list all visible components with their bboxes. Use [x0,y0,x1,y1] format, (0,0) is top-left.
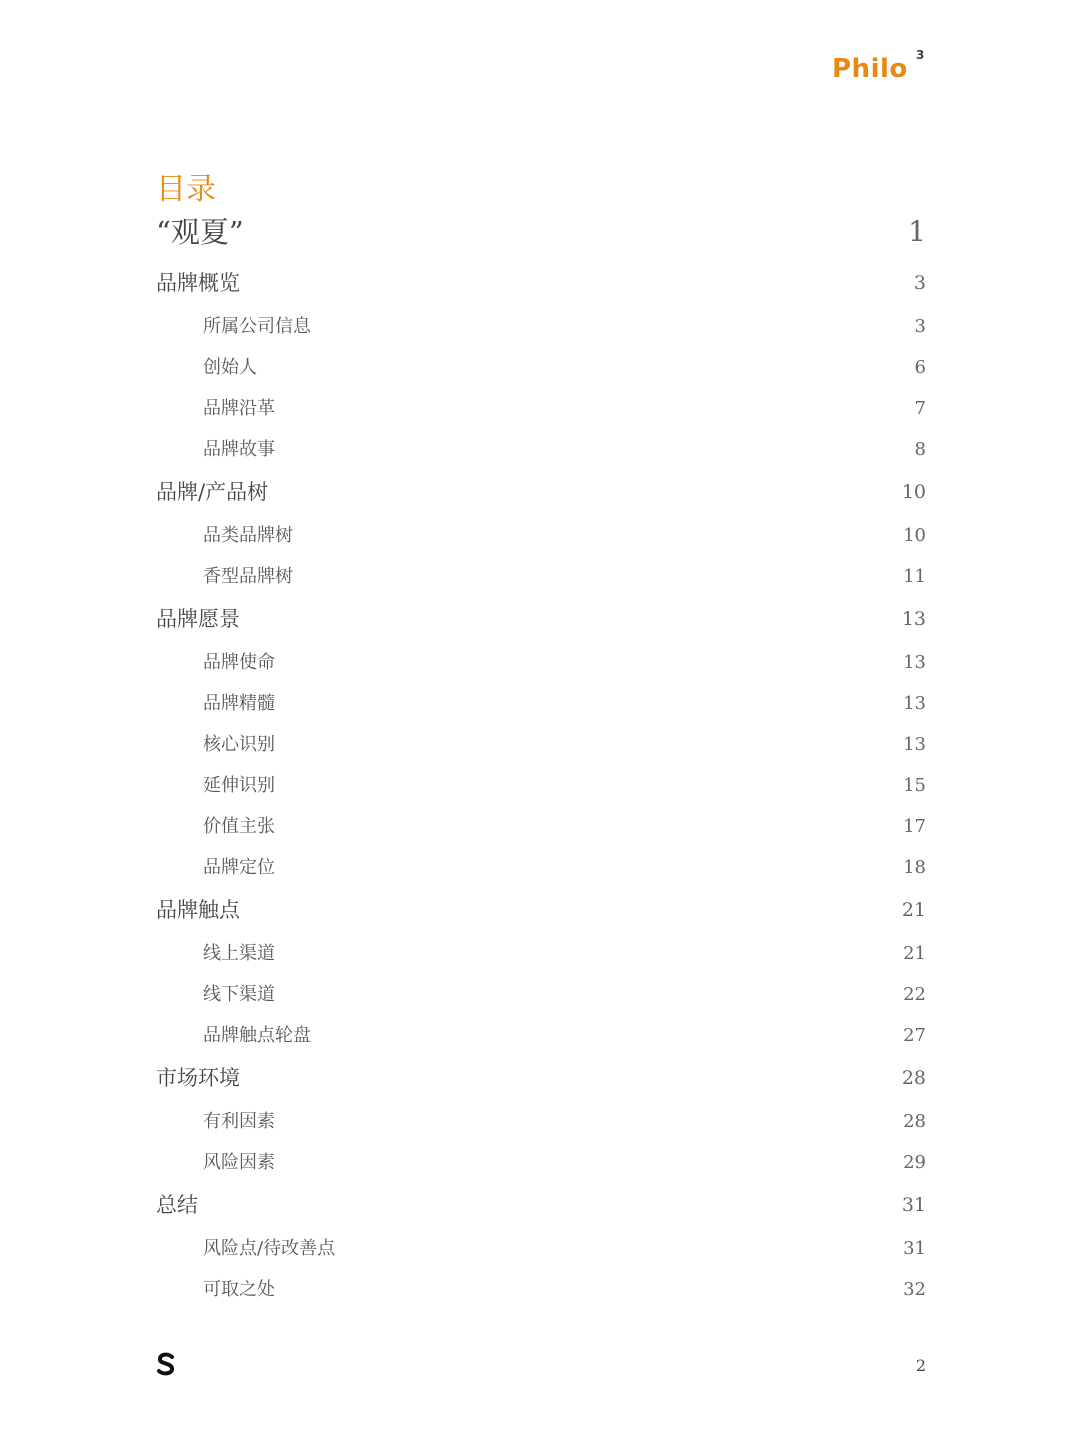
toc-entry-label: 品牌/产品树 [156,480,269,504]
toc-subsection [0,1272,1080,1308]
toc-section [0,601,1080,637]
toc-entry-label: 品牌故事 [203,439,275,460]
toc-entry-label: “观夏” [156,215,244,249]
toc-entry-label: 有利因素 [203,1111,275,1132]
toc-entry-page: 13 [903,652,926,673]
toc-entry-page: 13 [903,693,926,714]
toc-entry-label: 品牌概览 [156,271,240,295]
toc-entry-page: 10 [903,525,926,546]
toc-entry-label: 风险点/待改善点 [203,1238,336,1259]
toc-entry-page: 31 [901,1194,926,1216]
s-mark-icon [154,1352,178,1376]
toc-subsection [0,350,1080,386]
toc-heading: 目录 [156,172,216,207]
page-number: 2 [915,1356,926,1375]
toc-entry-page: 10 [901,481,926,503]
toc-entry-page: 22 [903,984,926,1005]
toc-entry-page: 31 [903,1238,926,1259]
toc-entry-page: 27 [903,1025,926,1046]
toc-entry-label: 可取之处 [203,1279,275,1300]
toc-section [0,892,1080,928]
toc-entry-label: 总结 [156,1193,198,1217]
toc-entry-page: 3 [914,316,926,337]
toc-entry-page: 18 [903,857,926,878]
toc-entry-label: 市场环境 [156,1066,240,1090]
toc-entry-label: 价值主张 [203,816,275,837]
toc-section [0,1187,1080,1223]
toc-entry-page: 13 [903,734,926,755]
toc-entry-label: 品牌沿革 [203,398,275,419]
toc-entry-label: 香型品牌树 [203,566,293,587]
toc-entry-label: 线上渠道 [203,943,275,964]
toc-entry-page: 13 [901,608,926,630]
toc-entry-label: 品牌触点 [156,898,240,922]
toc-title-entry [0,214,1080,250]
toc-subsection [0,727,1080,763]
logo-superscript: 3 [916,48,925,62]
toc-section [0,265,1080,301]
toc-subsection [0,768,1080,804]
toc-subsection [0,850,1080,886]
toc-section [0,474,1080,510]
toc-entry-label: 线下渠道 [203,984,275,1005]
toc-entry-label: 品类品牌树 [203,525,293,546]
toc-entry-label: 所属公司信息 [203,316,311,337]
toc-entry-label: 核心识别 [203,734,275,755]
toc-entry-page: 1 [908,215,926,248]
toc-subsection [0,432,1080,468]
toc-entry-page: 8 [914,439,926,460]
toc-entry-page: 21 [903,943,926,964]
toc-entry-label: 品牌愿景 [156,607,240,631]
philo-logo [832,48,932,94]
toc-entry-page: 17 [903,816,926,837]
toc-entry-label: 风险因素 [203,1152,275,1173]
toc-subsection [0,1231,1080,1267]
toc-subsection [0,309,1080,345]
logo-text: Philo [832,54,908,84]
toc-subsection [0,1104,1080,1140]
toc-entry-page: 32 [903,1279,926,1300]
toc-entry-label: 延伸识别 [203,775,275,796]
toc-entry-label: 品牌使命 [203,652,275,673]
toc-subsection [0,1145,1080,1181]
toc-entry-label: 创始人 [203,357,257,378]
toc-entry-page: 28 [901,1067,926,1089]
toc-entry-page: 28 [903,1111,926,1132]
toc-section [0,1060,1080,1096]
toc-subsection [0,977,1080,1013]
toc-entry-label: 品牌定位 [203,857,275,878]
toc-entry-page: 29 [903,1152,926,1173]
toc-entry-label: 品牌触点轮盘 [203,1025,311,1046]
toc-subsection [0,936,1080,972]
toc-subsection [0,809,1080,845]
toc-entry-page: 11 [903,566,926,587]
toc-subsection [0,1018,1080,1054]
toc-entry-page: 6 [914,357,926,378]
toc-subsection [0,645,1080,681]
toc-entry-page: 21 [901,899,926,921]
toc-subsection [0,518,1080,554]
toc-entry-page: 7 [914,398,926,419]
toc-entry-page: 15 [903,775,926,796]
toc-entry-page: 3 [913,272,926,294]
toc-subsection [0,686,1080,722]
toc-subsection [0,391,1080,427]
toc-subsection [0,559,1080,595]
toc-entry-label: 品牌精髓 [203,693,275,714]
